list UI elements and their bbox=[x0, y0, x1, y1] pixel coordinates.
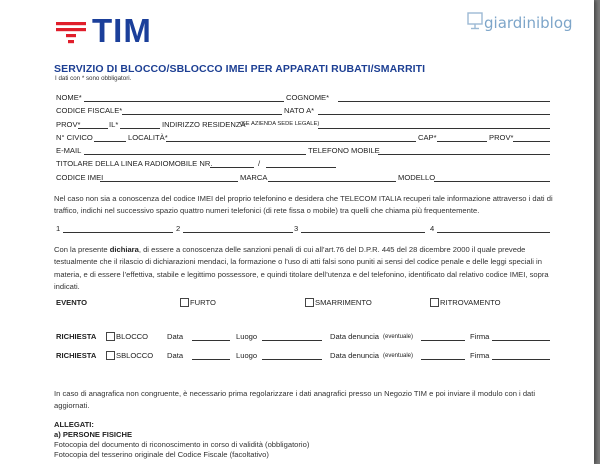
codice-fiscale-field[interactable] bbox=[122, 114, 282, 115]
blocco-option-label: BLOCCO bbox=[116, 332, 149, 341]
localita-label: LOCALITÀ* bbox=[128, 133, 168, 142]
ritrovamento-label: RITROVAMENTO bbox=[440, 298, 501, 307]
nato-a-label: NATO A* bbox=[284, 106, 315, 115]
smarrimento-checkbox[interactable] bbox=[305, 298, 314, 307]
indirizzo-label: INDIRIZZO RESIDENZA bbox=[162, 120, 246, 129]
blocco-data-label: Data bbox=[167, 332, 184, 341]
prov-field[interactable] bbox=[78, 128, 108, 129]
furto-label: FURTO bbox=[190, 298, 216, 307]
ritrovamento-checkbox[interactable] bbox=[430, 298, 439, 307]
sblocco-luogo-label: Luogo bbox=[236, 351, 258, 360]
indirizzo-note: (SE AZIENDA SEDE LEGALE) bbox=[240, 121, 320, 127]
titolare-separator: / bbox=[258, 159, 261, 168]
blocco-luogo-label: Luogo bbox=[236, 332, 258, 341]
richiesta-blocco-label: RICHIESTA bbox=[56, 332, 97, 341]
blocco-firma-field[interactable] bbox=[492, 340, 550, 341]
imei-field[interactable] bbox=[100, 181, 238, 182]
phone-number-1-field[interactable] bbox=[63, 232, 173, 233]
il-label: IL* bbox=[109, 120, 119, 129]
anagrafica-paragraph: In caso di anagrafica non congruente, è necessario prima regolarizzare i dati anagrafici presso un Negozio TIM e poi inviare il modulo con i dati aggiornati. bbox=[54, 389, 536, 411]
blocco-checkbox[interactable] bbox=[106, 332, 115, 341]
phone-number-4-label: 4 bbox=[430, 224, 435, 233]
marca-field[interactable] bbox=[268, 181, 396, 182]
declaration-body: , di essere a conoscenza delle sanzioni penali di cui all’art.76 del D.P.R. 445 del 28 dicembre 2000 il quale prevede testualmente che il rilascio di dichiarazioni mendaci, la formazione o l’uso di atti falsi sono puniti ai sensi del codice penale e delle leggi speciali in materia, e di essere l’effettiva, stabile e legittimo possessore, e quindi titolare dell’utenza e del telefonino, identificato dal relativo codice IMEI, sopra indicati. bbox=[54, 245, 549, 292]
phone-number-1-label: 1 bbox=[56, 224, 61, 233]
il-field[interactable] bbox=[120, 128, 160, 129]
localita-field[interactable] bbox=[166, 141, 416, 142]
declaration-paragraph bbox=[54, 244, 559, 294]
allegato-item: Fotocopia del documento di riconoscimento in corso di validità (obbligatorio) bbox=[54, 440, 310, 449]
required-note: I dati con * sono obbligatori. bbox=[55, 75, 132, 82]
indirizzo-field[interactable] bbox=[318, 128, 550, 129]
prov2-field[interactable] bbox=[513, 141, 550, 142]
sblocco-denuncia-label: Data denuncia bbox=[330, 351, 379, 360]
titolare-number-field[interactable] bbox=[266, 167, 336, 168]
nato-a-field[interactable] bbox=[318, 114, 550, 115]
sblocco-denuncia-note: (eventuale) bbox=[383, 353, 414, 359]
prov-label: PROV* bbox=[56, 120, 81, 129]
phone-number-4-field[interactable] bbox=[437, 232, 550, 233]
titolare-label: TITOLARE DELLA LINEA RADIOMOBILE NR. bbox=[56, 159, 213, 168]
civico-field[interactable] bbox=[94, 141, 126, 142]
imei-label: CODICE IMEI bbox=[56, 173, 104, 182]
phone-number-2-label: 2 bbox=[176, 224, 181, 233]
evento-label: EVENTO bbox=[56, 298, 88, 307]
allegato-item: Fotocopia del tesserino originale del Codice Fiscale (facoltativo) bbox=[54, 450, 269, 459]
telefono-field[interactable] bbox=[378, 154, 550, 155]
smarrimento-label: SMARRIMENTO bbox=[315, 298, 372, 307]
codice-fiscale-label: CODICE FISCALE* bbox=[56, 106, 123, 115]
blocco-luogo-field[interactable] bbox=[262, 340, 322, 341]
sblocco-firma-field[interactable] bbox=[492, 359, 550, 360]
blocco-denuncia-note: (eventuale) bbox=[383, 334, 414, 340]
imei-info-paragraph: Nel caso non sia a conoscenza del codice IMEI del proprio telefonino e desidera che TELECOM ITALIA recuperi tale informazione attraverso i dati di traffico, indichi nel successivo spazio quattro numeri telefonici (di rete fissa o mobile) tra quelli che chiama più frequentemente. bbox=[54, 194, 553, 216]
richiesta-sblocco-label: RICHIESTA bbox=[56, 351, 97, 360]
telefono-label: TELEFONO MOBILE bbox=[308, 146, 380, 155]
blocco-firma-label: Firma bbox=[470, 332, 490, 341]
blocco-denuncia-label: Data denuncia bbox=[330, 332, 379, 341]
form-title: SERVIZIO DI BLOCCO/SBLOCCO IMEI PER APPARATI RUBATI/SMARRITI bbox=[54, 63, 426, 75]
email-label: E-MAIL bbox=[56, 146, 82, 155]
phone-number-3-field[interactable] bbox=[301, 232, 425, 233]
declaration-intro: Con la presente bbox=[54, 245, 110, 254]
persone-fisiche-heading: a) PERSONE FISICHE bbox=[54, 430, 133, 439]
nome-label: NOME* bbox=[56, 93, 82, 102]
blocco-denuncia-field[interactable] bbox=[421, 340, 465, 341]
nome-field[interactable] bbox=[84, 101, 284, 102]
prov2-label: PROV* bbox=[489, 133, 514, 142]
watermark-text: giardiniblog bbox=[484, 14, 573, 32]
brand-logo-text: TIM bbox=[92, 12, 152, 49]
furto-checkbox[interactable] bbox=[180, 298, 189, 307]
email-field[interactable] bbox=[84, 154, 306, 155]
cap-label: CAP* bbox=[418, 133, 437, 142]
sblocco-luogo-field[interactable] bbox=[262, 359, 322, 360]
titolare-prefix-field[interactable] bbox=[210, 167, 254, 168]
sblocco-denuncia-field[interactable] bbox=[421, 359, 465, 360]
cognome-field[interactable] bbox=[338, 101, 550, 102]
blocco-data-field[interactable] bbox=[192, 340, 230, 341]
cap-field[interactable] bbox=[437, 141, 487, 142]
marca-label: MARCA bbox=[240, 173, 268, 182]
modello-field[interactable] bbox=[434, 181, 550, 182]
allegati-title: ALLEGATI: bbox=[54, 420, 94, 429]
phone-number-2-field[interactable] bbox=[183, 232, 293, 233]
civico-label: N° CIVICO bbox=[56, 133, 93, 142]
sblocco-data-field[interactable] bbox=[192, 359, 230, 360]
sblocco-option-label: SBLOCCO bbox=[116, 351, 154, 360]
sblocco-checkbox[interactable] bbox=[106, 351, 115, 360]
tim-logo-icon bbox=[56, 22, 88, 44]
phone-number-3-label: 3 bbox=[294, 224, 299, 233]
modello-label: MODELLO bbox=[398, 173, 436, 182]
sblocco-firma-label: Firma bbox=[470, 351, 490, 360]
sblocco-data-label: Data bbox=[167, 351, 184, 360]
declaration-keyword: dichiara bbox=[109, 245, 139, 254]
cognome-label: COGNOME* bbox=[286, 93, 330, 102]
